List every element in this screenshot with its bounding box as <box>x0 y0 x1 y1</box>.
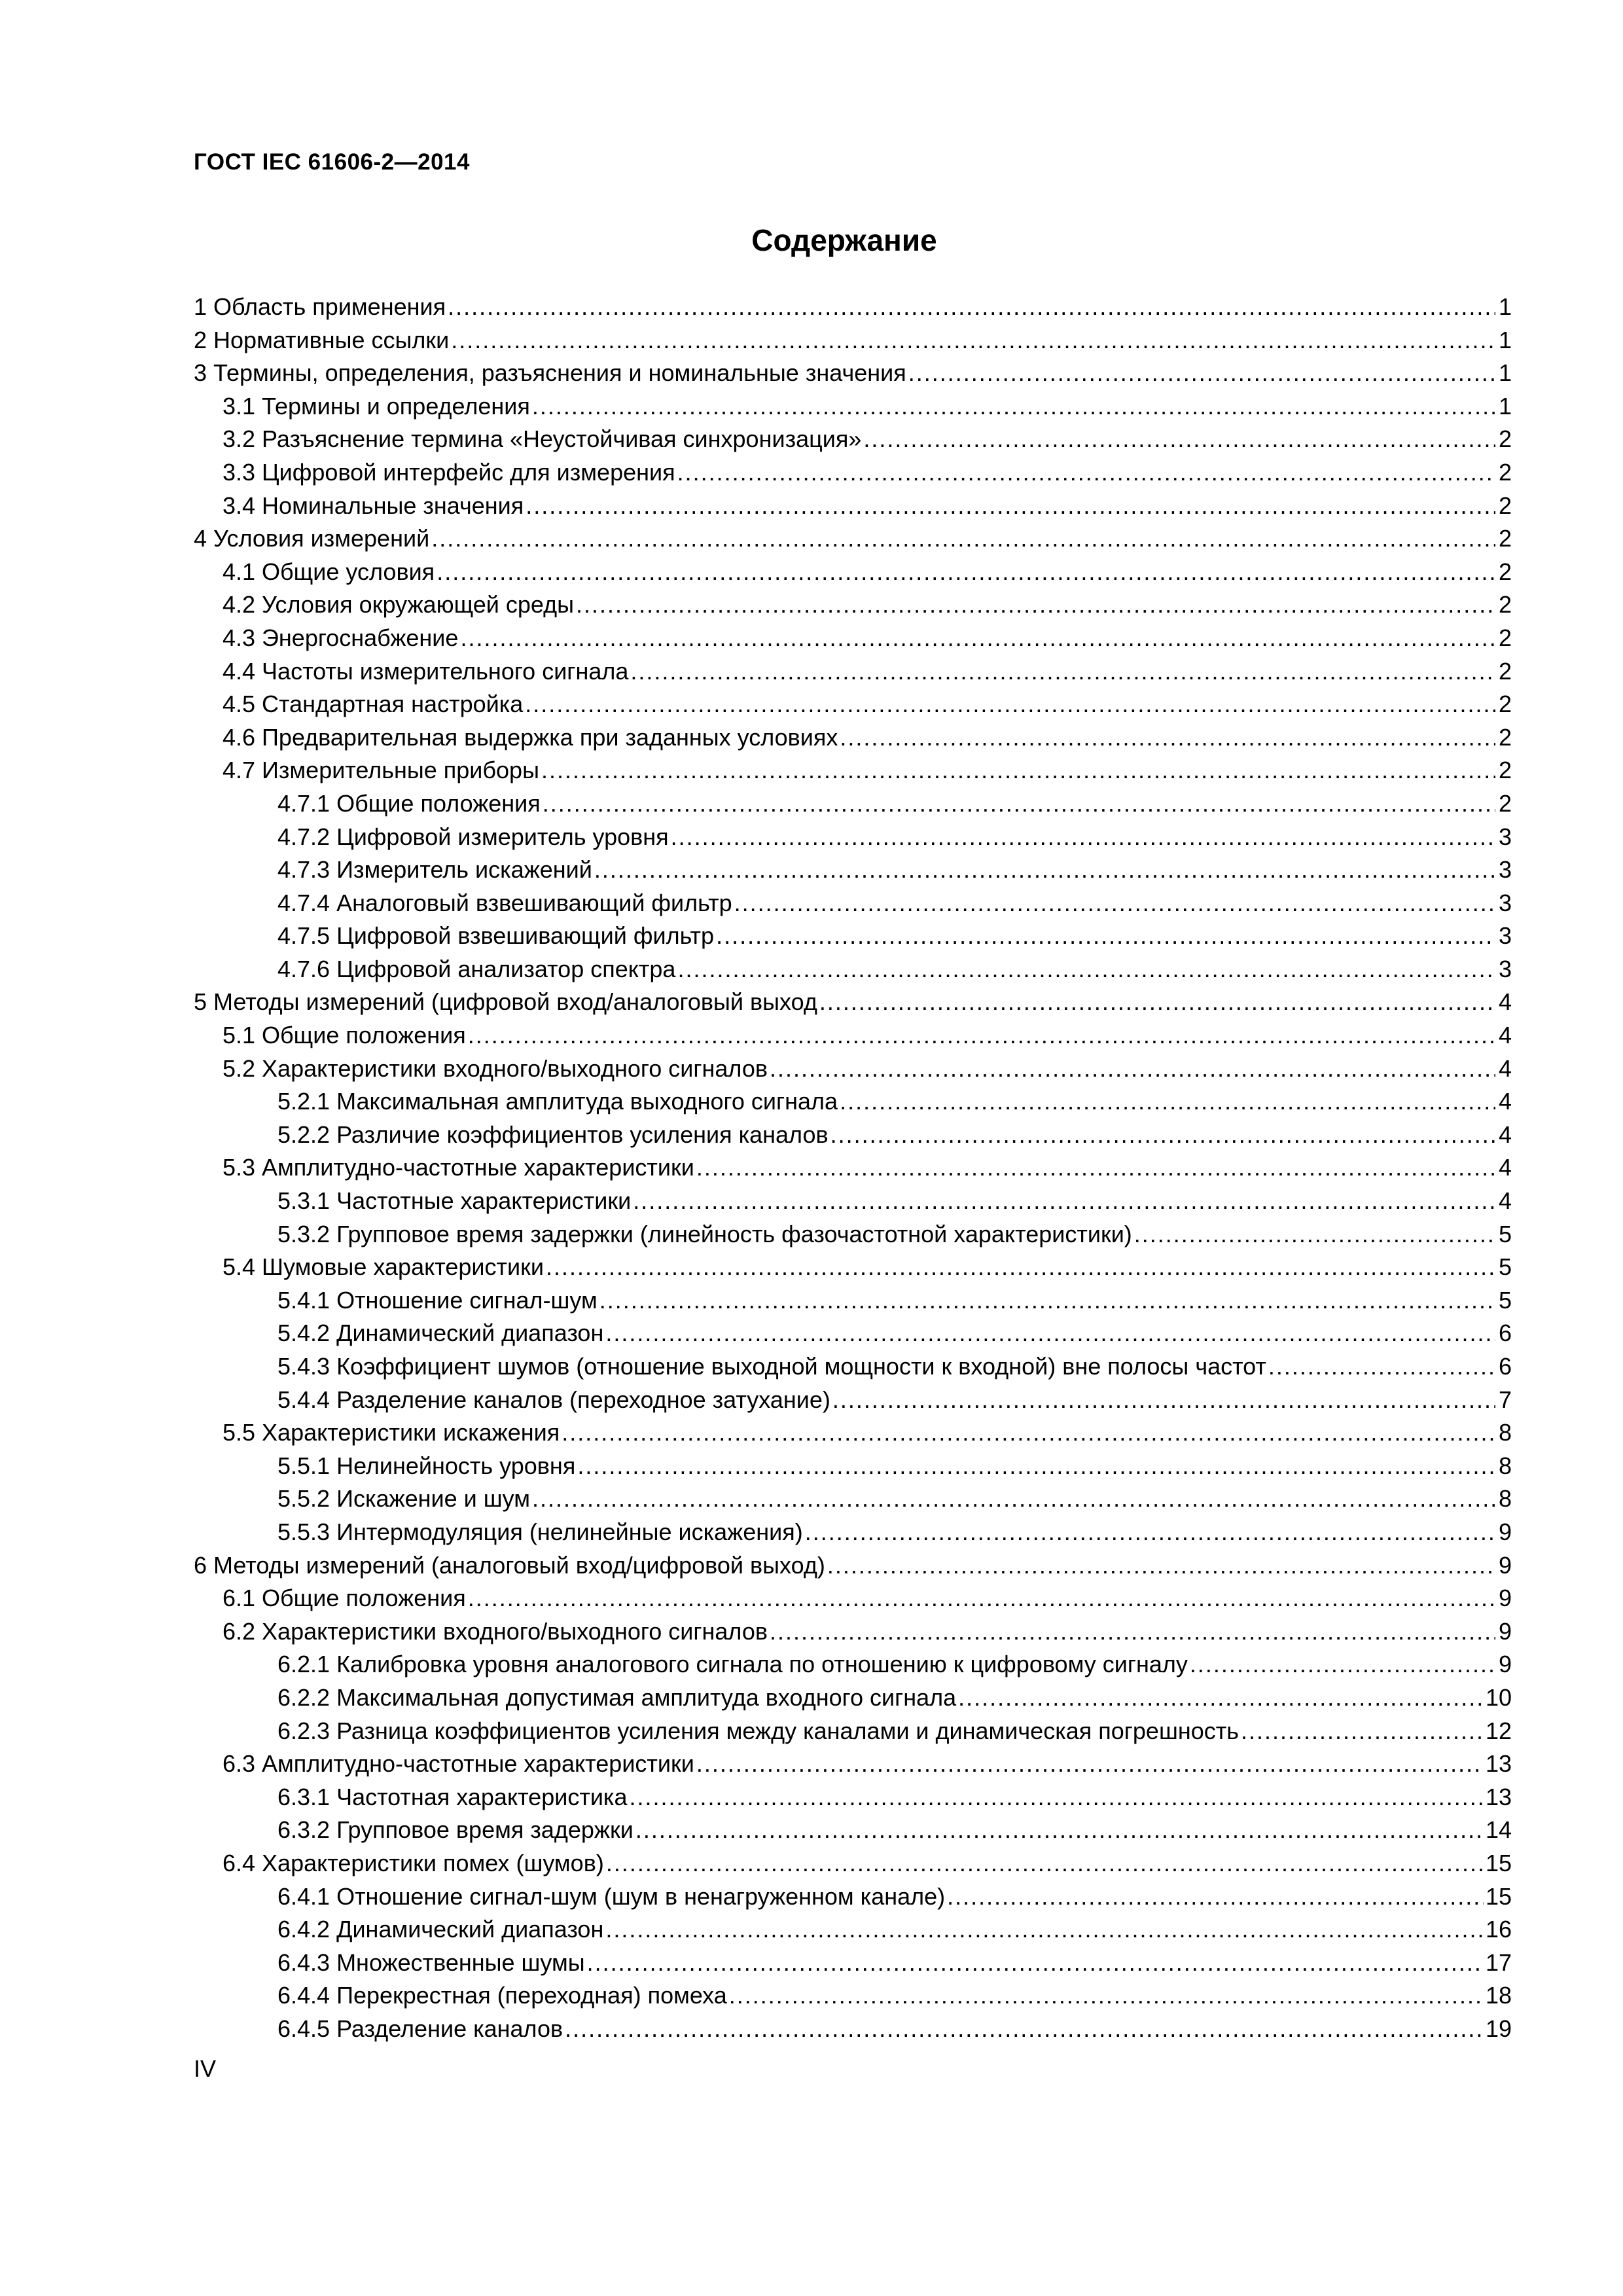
toc-entry[interactable] <box>194 1850 1512 1883</box>
dot-leader <box>431 525 1495 552</box>
toc-entry-page: 18 <box>1485 1982 1512 2009</box>
toc-entry[interactable] <box>194 1055 1512 1088</box>
toc-entry-title: 6.4.4 Перекрестная (переходная) помеха <box>277 1982 727 2009</box>
toc-entry-page: 9 <box>1498 1651 1512 1678</box>
toc-entry-page: 6 <box>1498 1319 1512 1347</box>
dot-leader <box>696 1154 1495 1181</box>
toc-entry[interactable] <box>194 1784 1512 1817</box>
toc-entry[interactable] <box>194 1750 1512 1784</box>
toc-entry-title: 1 Область применения <box>194 293 446 320</box>
toc-entry-page: 4 <box>1498 1022 1512 1049</box>
toc-entry-title: 6.2 Характеристики входного/выходного сигналов <box>223 1617 768 1645</box>
table-of-contents <box>194 293 1512 2048</box>
toc-entry-page: 9 <box>1498 1617 1512 1645</box>
toc-entry-page: 7 <box>1498 1386 1512 1413</box>
toc-entry-page: 16 <box>1485 1916 1512 1943</box>
toc-entry-title: 5.4.2 Динамический диапазон <box>277 1319 604 1347</box>
toc-entry-title: 3.3 Цифровой интерфейс для измерения <box>223 458 675 486</box>
toc-entry-page: 13 <box>1485 1750 1512 1778</box>
dot-leader <box>677 459 1495 486</box>
toc-entry-title: 5.4.3 Коэффициент шумов (отношение выходной мощности к входной) вне полосы частот <box>277 1353 1266 1380</box>
dot-leader <box>827 1552 1495 1579</box>
toc-entry[interactable] <box>194 1386 1512 1420</box>
toc-entry-title: 5.4 Шумовые характеристики <box>223 1253 544 1281</box>
toc-entry[interactable] <box>194 988 1512 1022</box>
toc-entry[interactable] <box>194 492 1512 526</box>
dot-leader <box>526 492 1495 520</box>
dot-leader <box>605 1319 1495 1347</box>
dot-leader <box>525 691 1495 718</box>
toc-entry-page: 2 <box>1498 525 1512 552</box>
dot-leader <box>460 624 1495 652</box>
toc-entry-title: 4.6 Предварительная выдержка при заданных условиях <box>223 723 838 751</box>
dot-leader <box>729 1982 1484 2009</box>
toc-entry[interactable] <box>194 359 1512 393</box>
toc-entry-title: 6.3.1 Частотная характеристика <box>277 1783 628 1810</box>
toc-entry-title: 5.5.1 Нелинейность уровня <box>277 1452 576 1479</box>
toc-entry-title: 2 Нормативные ссылки <box>194 326 450 353</box>
toc-entry-page: 2 <box>1498 789 1512 817</box>
toc-entry-title: 4.5 Стандартная настройка <box>223 691 524 718</box>
toc-entry-title: 5.2.1 Максимальная амплитуда выходного сигнала <box>277 1088 838 1115</box>
toc-entry-page: 12 <box>1485 1717 1512 1744</box>
toc-entry-page: 9 <box>1498 1518 1512 1545</box>
toc-entry[interactable] <box>194 1618 1512 1651</box>
dot-leader <box>696 1750 1484 1778</box>
toc-entry-title: 5.5 Характеристики искажения <box>223 1419 560 1446</box>
dot-leader <box>830 1121 1495 1149</box>
toc-entry-title: 6 Методы измерений (аналоговый вход/цифровой выход) <box>194 1551 825 1579</box>
toc-entry-title: 6.4.3 Множественные шумы <box>277 1948 585 1976</box>
dot-leader <box>577 1452 1495 1480</box>
toc-entry[interactable] <box>194 1319 1512 1353</box>
toc-entry-page: 2 <box>1498 591 1512 619</box>
dot-leader <box>863 425 1495 453</box>
dot-leader <box>1268 1353 1495 1380</box>
dot-leader <box>451 327 1495 354</box>
toc-entry-page: 4 <box>1498 1054 1512 1082</box>
toc-entry-page: 5 <box>1498 1220 1512 1247</box>
toc-entry[interactable] <box>194 1717 1512 1751</box>
toc-entry-page: 2 <box>1498 558 1512 585</box>
toc-entry-page: 19 <box>1485 2015 1512 2042</box>
toc-entry-page: 1 <box>1498 326 1512 353</box>
toc-entry-page: 4 <box>1498 1187 1512 1215</box>
toc-entry[interactable] <box>194 1816 1512 1850</box>
toc-entry-title: 5.3.2 Групповое время задержки (линейность фазочастотной характеристики) <box>277 1220 1132 1247</box>
dot-leader <box>468 1585 1495 1612</box>
toc-entry-title: 4.1 Общие условия <box>223 558 435 585</box>
toc-entry[interactable] <box>194 1121 1512 1155</box>
toc-entry-page: 6 <box>1498 1353 1512 1380</box>
dot-leader <box>770 1055 1495 1083</box>
toc-entry-title: 6.4.5 Разделение каналов <box>277 2015 563 2042</box>
toc-entry-title: 5.3 Амплитудно-частотные характеристики <box>223 1154 694 1181</box>
dot-leader <box>770 1618 1495 1645</box>
toc-entry[interactable] <box>194 1916 1512 1949</box>
toc-entry-page: 5 <box>1498 1286 1512 1314</box>
toc-entry-title: 4.7.1 Общие положения <box>277 789 541 817</box>
toc-entry[interactable] <box>194 724 1512 757</box>
toc-entry[interactable] <box>194 1452 1512 1486</box>
dot-leader <box>716 922 1495 950</box>
dot-leader <box>437 558 1495 586</box>
dot-leader <box>532 393 1495 420</box>
toc-entry-title: 4.7.3 Измеритель искажений <box>277 856 592 884</box>
dot-leader <box>546 1253 1495 1281</box>
toc-entry[interactable] <box>194 525 1512 558</box>
toc-entry-title: 4.7.5 Цифровой взвешивающий фильтр <box>277 922 715 950</box>
toc-entry-title: 5 Методы измерений (цифровой вход/аналоговый выход <box>194 988 817 1016</box>
toc-entry[interactable] <box>194 1949 1512 1982</box>
dot-leader <box>671 823 1495 851</box>
toc-entry[interactable] <box>194 691 1512 724</box>
toc-entry-title: 4.7 Измерительные приборы <box>223 757 539 784</box>
toc-entry[interactable] <box>194 823 1512 857</box>
toc-entry[interactable] <box>194 1883 1512 1916</box>
toc-entry[interactable] <box>194 1253 1512 1287</box>
dot-leader <box>908 359 1495 387</box>
dot-leader <box>840 1088 1495 1115</box>
toc-entry-page: 3 <box>1498 823 1512 850</box>
toc-entry[interactable] <box>194 1187 1512 1221</box>
toc-entry[interactable] <box>194 558 1512 592</box>
toc-entry[interactable] <box>194 889 1512 923</box>
toc-entry[interactable] <box>194 1518 1512 1552</box>
toc-entry-page: 2 <box>1498 425 1512 453</box>
toc-entry[interactable] <box>194 293 1512 327</box>
dot-leader <box>543 790 1495 817</box>
toc-entry-title: 6.2.2 Максимальная допустимая амплитуда входного сигнала <box>277 1683 957 1711</box>
toc-entry-title: 4.7.2 Цифровой измеритель уровня <box>277 823 669 850</box>
toc-entry-page: 4 <box>1498 1088 1512 1115</box>
toc-entry-page: 2 <box>1498 492 1512 519</box>
toc-entry-title: 5.2 Характеристики входного/выходного сигналов <box>223 1054 768 1082</box>
toc-entry-page: 2 <box>1498 691 1512 718</box>
toc-entry-page: 1 <box>1498 359 1512 387</box>
toc-entry[interactable] <box>194 1485 1512 1518</box>
dot-leader <box>562 1419 1495 1446</box>
toc-entry[interactable] <box>194 393 1512 426</box>
toc-entry-page: 15 <box>1485 1882 1512 1910</box>
toc-entry-title: 4.4 Частоты измерительного сигнала <box>223 657 629 685</box>
toc-entry-title: 6.3.2 Групповое время задержки <box>277 1816 633 1844</box>
toc-entry-title: 5.5.2 Искажение и шум <box>277 1485 530 1513</box>
toc-entry-page: 10 <box>1485 1683 1512 1711</box>
toc-entry-page: 2 <box>1498 723 1512 751</box>
toc-entry-title: 5.2.2 Различие коэффициентов усиления каналов <box>277 1121 829 1148</box>
toc-entry-title: 5.5.3 Интермодуляция (нелинейные искажения) <box>277 1518 803 1545</box>
toc-entry[interactable] <box>194 1221 1512 1254</box>
dot-leader <box>594 856 1495 884</box>
toc-entry[interactable] <box>194 1022 1512 1055</box>
dot-leader <box>832 1386 1495 1414</box>
toc-entry-page: 3 <box>1498 955 1512 982</box>
toc-entry-title: 6.2.3 Разница коэффициентов усиления между каналами и динамическая погрешность <box>277 1717 1239 1744</box>
dot-leader <box>630 658 1495 685</box>
toc-entry-title: 4.2 Условия окружающей среды <box>223 591 575 619</box>
dot-leader <box>1241 1717 1484 1745</box>
dot-leader <box>532 1485 1495 1513</box>
toc-entry-title: 5.3.1 Частотные характеристики <box>277 1187 632 1215</box>
toc-entry[interactable] <box>194 757 1512 790</box>
toc-entry-page: 17 <box>1485 1948 1512 1976</box>
toc-entry-page: 1 <box>1498 293 1512 320</box>
toc-entry-title: 3.2 Разъяснение термина «Неустойчивая синхронизация» <box>223 425 862 453</box>
toc-entry[interactable] <box>194 327 1512 360</box>
toc-entry[interactable] <box>194 1154 1512 1187</box>
toc-entry-page: 5 <box>1498 1253 1512 1281</box>
toc-entry[interactable] <box>194 1684 1512 1717</box>
toc-entry-page: 3 <box>1498 889 1512 916</box>
dot-leader <box>958 1684 1484 1712</box>
toc-entry-title: 5.1 Общие положения <box>223 1022 466 1049</box>
toc-entry[interactable] <box>194 922 1512 956</box>
toc-entry-page: 8 <box>1498 1419 1512 1446</box>
dot-leader <box>565 2015 1484 2043</box>
toc-entry[interactable] <box>194 624 1512 658</box>
toc-entry[interactable] <box>194 1585 1512 1618</box>
dot-leader <box>630 1784 1484 1811</box>
toc-entry-page: 13 <box>1485 1783 1512 1810</box>
toc-entry[interactable] <box>194 658 1512 691</box>
toc-entry[interactable] <box>194 2015 1512 2049</box>
toc-entry-page: 2 <box>1498 624 1512 651</box>
toc-entry[interactable] <box>194 1088 1512 1121</box>
toc-entry-title: 5.4.4 Разделение каналов (переходное затухание) <box>277 1386 830 1413</box>
dot-leader <box>605 1916 1484 1943</box>
dot-leader <box>599 1287 1495 1314</box>
toc-heading: Содержание <box>751 223 937 257</box>
toc-entry[interactable] <box>194 459 1512 492</box>
toc-entry-title: 3 Термины, определения, разъяснения и номинальные значения <box>194 359 906 387</box>
toc-entry-page: 2 <box>1498 458 1512 486</box>
toc-entry-title: 4 Условия измерений <box>194 525 430 552</box>
toc-entry-page: 4 <box>1498 1154 1512 1181</box>
toc-entry-page: 8 <box>1498 1452 1512 1479</box>
toc-entry[interactable] <box>194 1651 1512 1684</box>
toc-entry-page: 1 <box>1498 392 1512 420</box>
toc-entry-page: 9 <box>1498 1551 1512 1579</box>
dot-leader <box>819 988 1495 1016</box>
toc-entry[interactable] <box>194 956 1512 989</box>
dot-leader <box>576 591 1495 619</box>
dot-leader <box>633 1187 1495 1215</box>
toc-entry-page: 4 <box>1498 988 1512 1016</box>
dot-leader <box>541 757 1495 784</box>
toc-entry-title: 3.1 Термины и определения <box>223 392 530 420</box>
dot-leader <box>734 889 1495 917</box>
toc-entry-title: 4.7.6 Цифровой анализатор спектра <box>277 955 676 982</box>
dot-leader <box>635 1816 1484 1844</box>
toc-entry-page: 3 <box>1498 856 1512 884</box>
dot-leader <box>606 1850 1484 1877</box>
toc-entry-page: 9 <box>1498 1585 1512 1612</box>
dot-leader <box>805 1518 1495 1546</box>
toc-entry[interactable] <box>194 425 1512 459</box>
toc-entry[interactable] <box>194 591 1512 624</box>
dot-leader <box>947 1883 1484 1910</box>
dot-leader <box>840 724 1495 751</box>
dot-leader <box>1134 1221 1495 1248</box>
toc-entry-title: 6.3 Амплитудно-частотные характеристики <box>223 1750 694 1778</box>
toc-entry-title: 4.7.4 Аналоговый взвешивающий фильтр <box>277 889 732 916</box>
toc-entry-title: 6.4 Характеристики помех (шумов) <box>223 1849 604 1876</box>
toc-entry-page: 8 <box>1498 1485 1512 1513</box>
document-header: ГОСТ IEC 61606-2—2014 <box>194 149 470 175</box>
toc-entry-page: 4 <box>1498 1121 1512 1148</box>
dot-leader <box>587 1949 1484 1977</box>
toc-entry[interactable] <box>194 856 1512 889</box>
toc-entry-page: 15 <box>1485 1849 1512 1876</box>
toc-entry[interactable] <box>194 790 1512 823</box>
toc-entry[interactable] <box>194 1287 1512 1320</box>
toc-entry[interactable] <box>194 1552 1512 1585</box>
toc-entry-title: 6.1 Общие положения <box>223 1585 466 1612</box>
toc-entry-title: 3.4 Номинальные значения <box>223 492 524 519</box>
toc-entry-page: 3 <box>1498 922 1512 950</box>
dot-leader <box>448 293 1495 321</box>
dot-leader <box>468 1022 1495 1049</box>
toc-entry[interactable] <box>194 1419 1512 1452</box>
toc-entry-title: 6.4.2 Динамический диапазон <box>277 1916 604 1943</box>
toc-entry-title: 6.4.1 Отношение сигнал-шум (шум в ненагруженном канале) <box>277 1882 946 1910</box>
toc-entry-title: 5.4.1 Отношение сигнал-шум <box>277 1286 597 1314</box>
toc-entry[interactable] <box>194 1353 1512 1386</box>
toc-entry-title: 4.3 Энергоснабжение <box>223 624 459 651</box>
toc-entry-page: 2 <box>1498 657 1512 685</box>
toc-entry-page: 2 <box>1498 757 1512 784</box>
toc-entry-page: 14 <box>1485 1816 1512 1844</box>
dot-leader <box>677 956 1495 983</box>
page-number: IV <box>194 2055 217 2082</box>
toc-entry-title: 6.2.1 Калибровка уровня аналогового сигнала по отношению к цифровому сигналу <box>277 1651 1188 1678</box>
toc-entry[interactable] <box>194 1982 1512 2015</box>
dot-leader <box>1190 1651 1495 1678</box>
